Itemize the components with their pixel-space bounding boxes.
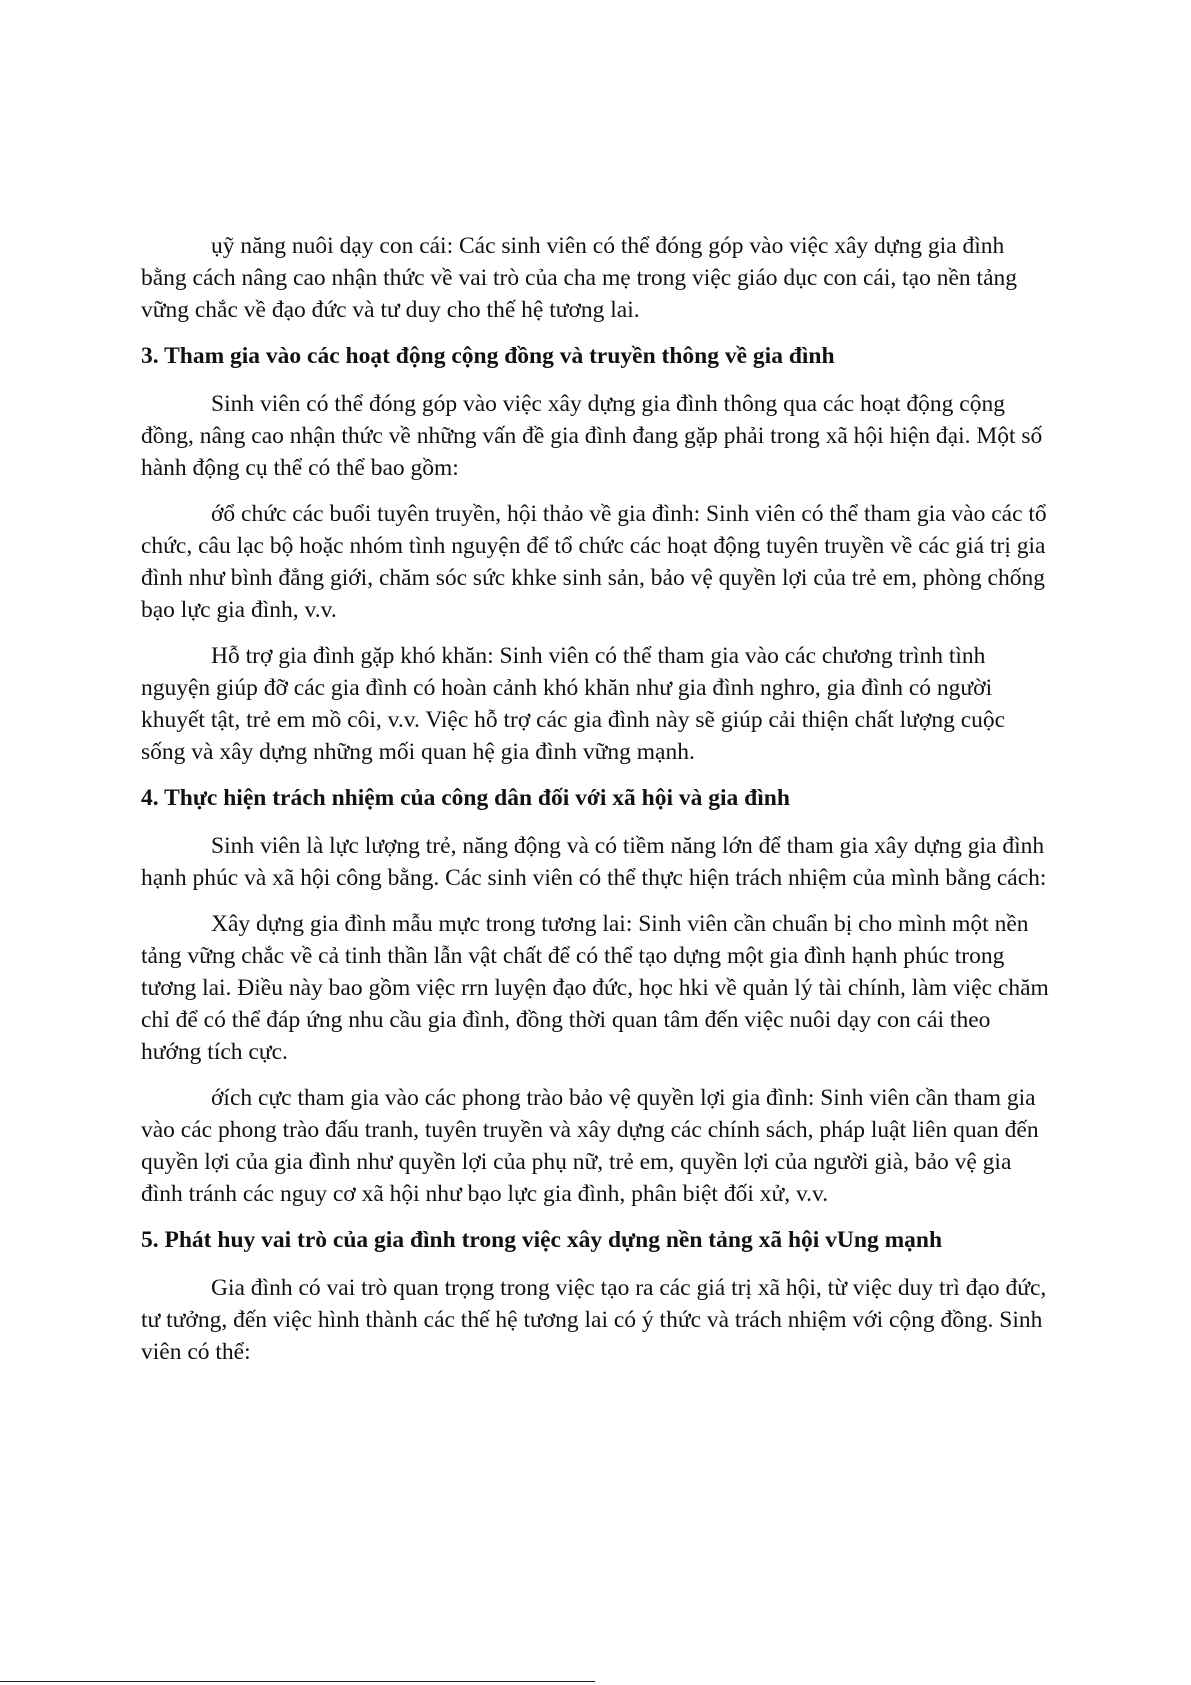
paragraph-family-role: Gia đình có vai trò quan trọng trong việc tạo ra các giá trị xã hội, từ việc duy trì đạo đức, tư tưởng, đến việc hình thành các thế hệ tương lai có ý thức và trách nhiệm với cộng đồng. Sinh viên có thể: <box>141 1275 1047 1365</box>
heading-section-5: 5. Phát huy vai trò của gia đình trong việc xây dựng nền tảng xã hội vUng mạnh <box>141 1227 943 1253</box>
document-body <box>141 230 1049 1382</box>
paragraph-civic-responsibility: Sinh viên là lực lượng trẻ, năng động và có tiềm năng lớn để tham gia xây dựng gia đình hạnh phúc và xã hội công bằng. Các sinh viên có thể thực hiện trách nhiệm của mình bằng cách: <box>141 833 1047 891</box>
paragraph-family-rights-movements: ớích cực tham gia vào các phong trào bảo vệ quyền lợi gia đình: Sinh viên cần tham gia vào các phong trào đấu tranh, tuyên truyền và xây dựng các chính sách, pháp luật liên quan đến quyền lợi của gia đình như quyền lợi của phụ nữ, trẻ em, quyền lợi của người già, bảo vệ gia đình tránh các nguy cơ xã hội như bạo lực gia đình, phân biệt đối xử, v.v. <box>141 1085 1039 1207</box>
paragraph-community-activities: Sinh viên có thể đóng góp vào việc xây dựng gia đình thông qua các hoạt động cộng đồng, nâng cao nhận thức về những vấn đề gia đình đang gặp phải trong xã hội hiện đại. Một số hành động cụ thể có thể bao gồm: <box>141 391 1043 481</box>
paragraph-model-family: Xây dựng gia đình mẫu mực trong tương lai: Sinh viên cần chuẩn bị cho mình một nền tảng vững chắc về cả tinh thần lẫn vật chất để có thể tạo dựng một gia đình hạnh phúc trong tương lai. Điều này bao gồm việc rrn luyện đạo đức, học hki về quản lý tài chính, làm việc chăm chỉ để có thể đáp ứng nhu cầu gia đình, đồng thời quan tâm đến việc nuôi dạy con cái theo hướng tích cực. <box>141 911 1049 1065</box>
paragraph-organize-events: ớổ chức các buổi tuyên truyền, hội thảo về gia đình: Sinh viên có thể tham gia vào các tổ chức, câu lạc bộ hoặc nhóm tình nguyện để tổ chức các hoạt động tuyên truyền về các giá trị gia đình như bình đẳng giới, chăm sóc sức khke sinh sản, bảo vệ quyền lợi của trẻ em, phòng chống bạo lực gia đình, v.v. <box>141 501 1047 623</box>
paragraph-support-families: Hỗ trợ gia đình gặp khó khăn: Sinh viên có thể tham gia vào các chương trình tình nguyện giúp đỡ các gia đình có hoàn cảnh khó khăn như gia đình nghro, gia đình có người khuyết tật, trẻ em mồ côi, v.v. Việc hỗ trợ các gia đình này sẽ giúp cải thiện chất lượng cuộc sống và xây dựng những mối quan hệ gia đình vững mạnh. <box>141 643 1006 765</box>
heading-section-3: 3. Tham gia vào các hoạt động cộng đồng và truyền thông về gia đình <box>141 343 835 369</box>
heading-section-4: 4. Thực hiện trách nhiệm của công dân đối với xã hội và gia đình <box>141 785 790 811</box>
footer-divider <box>0 1681 595 1682</box>
paragraph-parenting-skills: ụỹ năng nuôi dạy con cái: Các sinh viên có thể đóng góp vào việc xây dựng gia đình bằng cách nâng cao nhận thức về vai trò của cha mẹ trong việc giáo dục con cái, tạo nền tảng vững chắc về đạo đức và tư duy cho thế hệ tương lai. <box>141 233 1017 323</box>
